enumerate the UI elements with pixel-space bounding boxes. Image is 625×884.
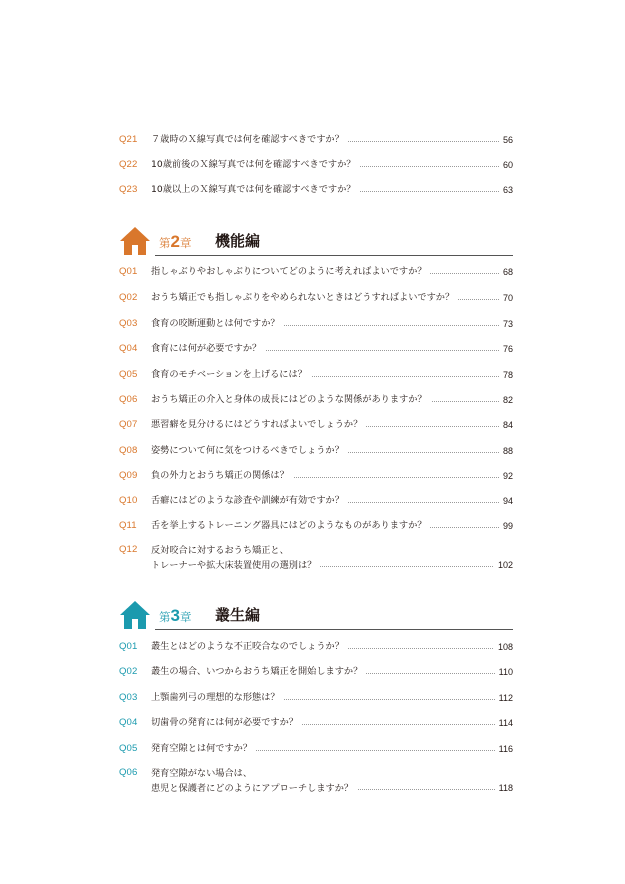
page-number: 102 (494, 558, 513, 572)
question-number: Q10 (119, 495, 138, 506)
question-title: 姿勢について何に気をつけるべきでしょうか？ (151, 444, 348, 458)
question-number: Q09 (119, 470, 138, 481)
toc-item-ch3-q05[interactable] (119, 742, 513, 756)
question-title (151, 766, 357, 796)
toc-item-ch2-q08[interactable] (119, 444, 513, 458)
chapter-2-header (119, 226, 513, 256)
page-number: 99 (499, 519, 513, 533)
question-title: 10歳以上のＸ線写真では何を確認すべきですか？ (151, 183, 359, 197)
chapter-title: 機能編 (215, 232, 261, 250)
page-number: 56 (499, 133, 513, 147)
question-number: Q08 (119, 445, 138, 456)
page-number: 94 (499, 494, 513, 508)
question-title: 上顎歯列弓の理想的な形態は？ (151, 691, 284, 705)
question-title: おうち矯正の介入と身体の成長にはどのような関係がありますか？ (151, 393, 431, 407)
question-title: 切歯骨の発育には何が必要ですか？ (151, 716, 302, 730)
toc-item-ch2-q04[interactable] (119, 342, 513, 356)
question-title: おうち矯正でも指しゃぶりをやめられないときはどうすればよいですか？ (151, 291, 458, 305)
toc-item-ch2-q02[interactable] (119, 291, 513, 305)
question-number: Q03 (119, 692, 138, 703)
page-number: 84 (499, 418, 513, 432)
question-number: Q07 (119, 419, 138, 430)
question-title: 10歳前後のＸ線写真では何を確認すべきですか？ (151, 158, 359, 172)
question-title (151, 543, 320, 573)
question-number: Q03 (119, 318, 138, 329)
question-number: Q04 (119, 343, 138, 354)
page-number: 73 (499, 317, 513, 331)
question-number: Q02 (119, 666, 138, 677)
question-title: 舌を挙上するトレーニング器具にはどのようなものがありますか？ (151, 519, 430, 533)
chapter-label (159, 606, 191, 626)
question-number: Q04 (119, 717, 138, 728)
page-number: 88 (499, 444, 513, 458)
question-number: Q01 (119, 266, 138, 277)
page-number: 76 (499, 342, 513, 356)
chapter-number: 3 (170, 606, 180, 625)
question-number: Q12 (119, 544, 138, 555)
page-number: 112 (495, 691, 513, 705)
chapter-prefix: 第 (159, 236, 171, 250)
page-number: 68 (499, 265, 513, 279)
chapter-title: 叢生編 (215, 606, 261, 624)
question-title: 食育には何が必要ですか？ (151, 342, 265, 356)
page-number: 82 (499, 393, 513, 407)
toc-item-ch2-q09[interactable] (119, 469, 513, 483)
toc-item-ch2-q03[interactable] (119, 317, 513, 331)
question-number: Q05 (119, 369, 138, 380)
question-number: Q06 (119, 767, 138, 778)
question-title: 食育の咬断運動とは何ですか？ (151, 317, 284, 331)
chapter-prefix: 第 (159, 610, 171, 624)
question-number: Q22 (119, 159, 138, 170)
toc-item-ch3-q03[interactable] (119, 691, 513, 705)
page-number: 60 (499, 158, 513, 172)
toc-item-q22[interactable] (119, 158, 513, 172)
toc-item-ch2-q12[interactable] (119, 543, 513, 573)
toc-item-ch2-q10[interactable] (119, 494, 513, 508)
toc-item-ch3-q01[interactable] (119, 640, 513, 654)
question-title: 舌癖にはどのような診査や訓練が有効ですか？ (151, 494, 348, 508)
page-number: 118 (495, 781, 513, 795)
house-icon (119, 600, 151, 630)
question-title: 指しゃぶりやおしゃぶりについてどのように考えればよいですか？ (151, 265, 430, 279)
toc-item-ch3-q02[interactable] (119, 665, 513, 679)
page-number: 108 (494, 640, 513, 654)
toc-item-ch2-q07[interactable] (119, 418, 513, 432)
page-number: 78 (499, 368, 513, 382)
toc-item-ch2-q05[interactable] (119, 368, 513, 382)
page-number: 116 (495, 742, 513, 756)
question-title: 負の外力とおうち矯正の関係は？ (151, 469, 293, 483)
toc-item-ch2-q06[interactable] (119, 393, 513, 407)
question-number: Q05 (119, 743, 138, 754)
chapter-underline (155, 629, 513, 630)
page-number: 110 (495, 665, 513, 679)
chapter-underline (155, 255, 513, 256)
question-title: 食育のモチベーションを上げるには？ (151, 368, 311, 382)
page-number: 92 (499, 469, 513, 483)
page-number: 70 (499, 291, 513, 305)
chapter-number: 2 (170, 232, 180, 251)
house-icon (119, 226, 151, 256)
page-number: 63 (499, 183, 513, 197)
question-number: Q23 (119, 184, 138, 195)
question-number: Q21 (119, 134, 138, 145)
question-title: 悪習癖を見分けるにはどうすればよいでしょうか？ (151, 418, 366, 432)
toc-item-ch3-q06[interactable] (119, 766, 513, 796)
question-title-line-1: 発育空隙がない場合は、 (151, 768, 253, 779)
toc-item-q21[interactable] (119, 133, 513, 147)
question-title: 叢生の場合、いつからおうち矯正を開始しますか？ (151, 665, 366, 679)
question-number: Q06 (119, 394, 138, 405)
question-number: Q02 (119, 292, 138, 303)
toc-item-ch2-q01[interactable] (119, 265, 513, 279)
chapter-suffix: 章 (179, 610, 192, 624)
question-number: Q11 (119, 520, 137, 531)
toc-item-ch3-q04[interactable] (119, 716, 513, 730)
chapter-3-header (119, 600, 513, 630)
question-title-line-1: 反対咬合に対するおうち矯正と、 (151, 545, 289, 556)
page-number: 114 (495, 716, 513, 730)
chapter-suffix: 章 (179, 236, 192, 250)
question-number: Q01 (119, 641, 138, 652)
question-title: 叢生とはどのような不正咬合なのでしょうか？ (151, 640, 348, 654)
toc-item-ch2-q11[interactable] (119, 519, 513, 533)
question-title-line-2: 患児と保護者にどのようにアプローチしますか？ (151, 783, 354, 794)
question-title: 発育空隙とは何ですか？ (151, 742, 256, 756)
question-title: ７歳時のＸ線写真では何を確認すべきですか？ (151, 133, 348, 147)
question-title-line-2: トレーナーや拡大床装置使用の選別は？ (151, 560, 317, 571)
chapter-label (159, 232, 191, 252)
toc-item-q23[interactable] (119, 183, 513, 197)
